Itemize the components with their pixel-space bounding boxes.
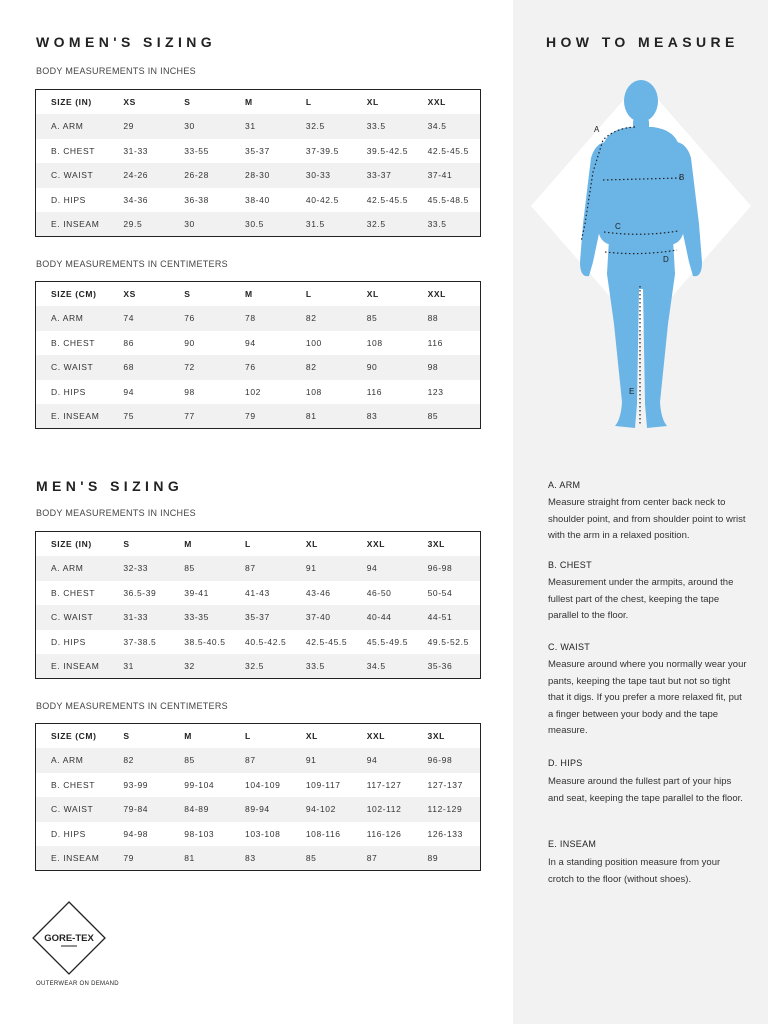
table-cell: 37-38.5 — [123, 636, 157, 647]
table-header-row — [36, 90, 481, 115]
table-row — [36, 556, 481, 581]
table-cell: 41-43 — [245, 587, 270, 598]
table-cell: 33-55 — [184, 145, 209, 156]
table-cell: 102 — [245, 386, 262, 397]
row-label: A. ARM — [36, 306, 124, 331]
table-cell: 79 — [245, 404, 306, 429]
women-cm-table — [35, 281, 481, 429]
column-header: XXL — [366, 539, 386, 549]
label-d: D — [663, 255, 669, 264]
table-cell: 49.5-52.5 — [427, 636, 469, 647]
column-header: S — [123, 539, 130, 549]
table-cell: 116 — [427, 337, 443, 348]
table-cell: 40.5-42.5 — [245, 636, 287, 647]
row-label: E. INSEAM — [36, 212, 124, 237]
table-cell: 31 — [245, 114, 306, 139]
table-cell: 96-98 — [428, 556, 481, 581]
table-cell: 29.5 — [123, 212, 184, 237]
table-cell: 108 — [366, 337, 383, 348]
men-cm-caption: BODY MEASUREMENTS IN CENTIMETERS — [36, 701, 228, 711]
column-header: XS — [123, 97, 136, 107]
column-header: XL — [305, 731, 318, 741]
table-header-row — [36, 724, 481, 749]
table-cell: 26-28 — [184, 163, 245, 188]
table-cell: 89 — [428, 846, 481, 871]
table-row — [36, 654, 481, 679]
table-cell: 83 — [367, 404, 428, 429]
table-row — [36, 605, 481, 630]
row-label: C. WAIST — [36, 163, 124, 188]
table-cell: 28-30 — [245, 163, 306, 188]
label-c: C — [615, 222, 621, 231]
table-cell: 33.5 — [306, 654, 367, 679]
table-cell: 94 — [123, 386, 135, 397]
table-cell: 82 — [306, 306, 367, 331]
table-cell: 44-51 — [428, 605, 481, 630]
table-cell: 39.5-42.5 — [366, 145, 409, 156]
table-cell: 42.5-45.5 — [427, 145, 469, 156]
column-header: XXL — [427, 289, 446, 299]
table-cell: 87 — [367, 846, 428, 871]
table-cell: 50-54 — [427, 587, 453, 598]
table-cell: 34.5 — [428, 114, 481, 139]
table-cell: 81 — [306, 404, 367, 429]
column-header: S — [184, 289, 191, 299]
logo-brand: GORE-TEX — [44, 933, 94, 944]
table-cell: 83 — [245, 846, 306, 871]
table-row — [36, 773, 481, 798]
row-label: C. WAIST — [36, 605, 124, 630]
table-row — [36, 797, 481, 822]
table-cell: 38-40 — [245, 194, 270, 205]
table-cell: 100 — [305, 337, 322, 348]
row-label: C. WAIST — [36, 797, 124, 822]
table-cell: 32 — [184, 654, 245, 679]
table-cell: 40-44 — [367, 605, 428, 630]
table-cell: 38.5-40.5 — [184, 636, 226, 647]
table-cell: 42.5-45.5 — [366, 194, 409, 205]
table-cell: 98 — [428, 355, 481, 380]
logo-caption: OUTERWEAR ON DEMAND — [36, 981, 119, 987]
table-cell: 87 — [245, 748, 306, 773]
waist-heading: C. WAIST — [548, 642, 591, 652]
body-measurement-figure — [527, 74, 755, 436]
table-cell: 32.5 — [367, 212, 428, 237]
chest-heading: B. CHEST — [548, 560, 592, 570]
table-cell: 24-26 — [123, 163, 184, 188]
table-cell: 37-41 — [428, 163, 481, 188]
table-cell: 103-108 — [245, 828, 281, 839]
table-cell: 91 — [306, 748, 367, 773]
column-header: S — [123, 731, 130, 741]
column-header: M — [184, 539, 192, 549]
men-inches-caption: BODY MEASUREMENTS IN INCHES — [36, 508, 196, 518]
table-row — [36, 306, 481, 331]
men-sizing-title: MEN'S SIZING — [36, 478, 184, 494]
table-cell: 37-40 — [306, 605, 367, 630]
table-cell: 33.5 — [367, 114, 428, 139]
women-inches-caption: BODY MEASUREMENTS IN INCHES — [36, 66, 196, 76]
table-cell: 32.5 — [245, 654, 306, 679]
column-header: M — [184, 731, 192, 741]
table-cell: 31 — [123, 654, 184, 679]
table-cell: 85 — [306, 846, 367, 871]
table-cell: 77 — [184, 404, 245, 429]
table-row — [36, 846, 481, 871]
table-row — [36, 581, 481, 606]
table-row — [36, 139, 481, 164]
row-label: D. HIPS — [51, 828, 86, 839]
table-cell: 76 — [245, 355, 306, 380]
table-cell: 85 — [184, 748, 245, 773]
column-header: M — [245, 97, 253, 107]
gore-tex-logo — [31, 900, 107, 976]
table-cell: 91 — [306, 556, 367, 581]
table-cell: 68 — [123, 355, 184, 380]
table-cell: 78 — [245, 306, 306, 331]
table-cell: 30 — [184, 114, 245, 139]
table-cell: 37-39.5 — [305, 145, 339, 156]
table-cell: 79-84 — [123, 797, 184, 822]
row-label: A. ARM — [36, 748, 124, 773]
table-row — [36, 331, 481, 356]
women-sizing-title: WOMEN'S SIZING — [36, 34, 217, 50]
arm-heading: A. ARM — [548, 480, 581, 490]
column-header: L — [305, 97, 312, 107]
column-header: XXL — [366, 731, 386, 741]
table-cell: 84-89 — [184, 797, 245, 822]
table-cell: 94 — [245, 337, 256, 348]
table-row — [36, 355, 481, 380]
table-cell: 116-126 — [366, 828, 402, 839]
table-row — [36, 163, 481, 188]
column-header: S — [184, 97, 191, 107]
table-cell: 127-137 — [427, 779, 463, 790]
row-label: A. ARM — [36, 556, 124, 581]
table-cell: 40-42.5 — [305, 194, 339, 205]
table-cell: 72 — [184, 355, 245, 380]
table-cell: 42.5-45.5 — [305, 636, 348, 647]
table-row — [36, 114, 481, 139]
row-label: E. INSEAM — [36, 654, 124, 679]
table-cell: 98-103 — [184, 828, 215, 839]
column-header: SIZE (CM) — [51, 731, 97, 741]
table-cell: 35-37 — [245, 605, 306, 630]
row-label: B. CHEST — [51, 145, 96, 156]
table-row — [36, 748, 481, 773]
table-row — [36, 188, 481, 213]
label-b: B — [679, 173, 685, 182]
table-cell: 30 — [184, 212, 245, 237]
table-cell: 112-129 — [428, 797, 481, 822]
table-cell: 36.5-39 — [123, 587, 157, 598]
table-cell: 104-109 — [245, 779, 281, 790]
table-cell: 94 — [367, 556, 428, 581]
table-row — [36, 380, 481, 405]
table-cell: 45.5-48.5 — [427, 194, 469, 205]
table-cell: 93-99 — [123, 779, 149, 790]
table-cell: 85 — [367, 306, 428, 331]
table-cell: 123 — [427, 386, 444, 397]
inseam-description: In a standing position measure from your crotch to the floor (without shoes). — [548, 857, 721, 885]
table-cell: 90 — [184, 337, 195, 348]
column-header: L — [305, 289, 312, 299]
column-header: SIZE (IN) — [51, 539, 92, 549]
row-label: D. HIPS — [51, 386, 86, 397]
row-label: B. CHEST — [51, 779, 96, 790]
table-cell: 96-98 — [428, 748, 481, 773]
table-cell: 102-112 — [367, 797, 428, 822]
table-row — [36, 630, 481, 655]
table-cell: 126-133 — [427, 828, 463, 839]
row-label: B. CHEST — [51, 337, 96, 348]
column-header: XL — [305, 539, 318, 549]
table-cell: 31-33 — [123, 145, 149, 156]
table-cell: 33-37 — [367, 163, 428, 188]
table-cell: 85 — [184, 556, 245, 581]
women-cm-caption: BODY MEASUREMENTS IN CENTIMETERS — [36, 259, 228, 269]
table-row — [36, 404, 481, 429]
row-label: E. INSEAM — [36, 846, 124, 871]
table-cell: 39-41 — [184, 587, 209, 598]
table-cell: 33.5 — [428, 212, 481, 237]
column-header: SIZE (IN) — [51, 97, 92, 107]
column-header: L — [245, 731, 251, 741]
row-label: C. WAIST — [36, 355, 124, 380]
table-header-row — [36, 282, 481, 307]
table-cell: 30.5 — [245, 212, 306, 237]
row-label: A. ARM — [36, 114, 124, 139]
table-cell: 85 — [428, 404, 481, 429]
table-cell: 98 — [184, 386, 195, 397]
waist-description: Measure around where you normally wear your pants, keeping the tape taut but not so tight that it digs. If you prefer a more relaxed fit, put a finger between your body and the tape measure. — [548, 659, 747, 736]
women-inches-table — [35, 89, 481, 237]
table-cell: 30-33 — [306, 163, 367, 188]
table-cell: 31.5 — [306, 212, 367, 237]
table-cell: 35-36 — [428, 654, 481, 679]
table-cell: 31-33 — [123, 605, 184, 630]
table-cell: 36-38 — [184, 194, 209, 205]
row-label: E. INSEAM — [36, 404, 124, 429]
table-cell: 76 — [184, 306, 245, 331]
column-header: 3XL — [427, 731, 445, 741]
table-cell: 32.5 — [306, 114, 367, 139]
table-cell: 32-33 — [123, 556, 184, 581]
table-cell: 79 — [123, 846, 184, 871]
table-cell: 43-46 — [305, 587, 331, 598]
table-cell: 81 — [184, 846, 245, 871]
table-header-row — [36, 532, 481, 557]
hips-description: Measure around the fullest part of your hips and seat, keeping the tape parallel to the floor. — [548, 776, 743, 804]
row-label: D. HIPS — [51, 636, 86, 647]
column-header: XL — [366, 97, 379, 107]
table-cell: 45.5-49.5 — [366, 636, 409, 647]
table-cell: 33-35 — [184, 605, 245, 630]
row-label: B. CHEST — [51, 587, 96, 598]
label-a: A — [594, 125, 600, 134]
table-cell: 88 — [428, 306, 481, 331]
table-cell: 108 — [305, 386, 322, 397]
table-cell: 108-116 — [305, 828, 341, 839]
table-cell: 86 — [123, 337, 135, 348]
label-e: E — [629, 387, 635, 396]
column-header: XL — [366, 289, 379, 299]
table-cell: 94-102 — [306, 797, 367, 822]
table-cell: 74 — [123, 306, 184, 331]
arm-description: Measure straight from center back neck to shoulder point, and from shoulder point to wrist with the arm in a relaxed position. — [548, 497, 746, 541]
table-row — [36, 822, 481, 847]
column-header: M — [245, 289, 253, 299]
table-cell: 82 — [123, 748, 184, 773]
table-cell: 99-104 — [184, 779, 215, 790]
chest-description: Measurement under the armpits, around the fullest part of the chest, keeping the tape parallel to the floor. — [548, 577, 734, 621]
table-cell: 87 — [245, 556, 306, 581]
row-label: D. HIPS — [51, 194, 86, 205]
men-inches-table — [35, 531, 481, 679]
table-cell: 117-127 — [366, 779, 402, 790]
column-header: SIZE (CM) — [51, 289, 97, 299]
table-cell: 94-98 — [123, 828, 149, 839]
table-cell: 34.5 — [367, 654, 428, 679]
men-cm-table — [35, 723, 481, 871]
table-row — [36, 212, 481, 237]
table-cell: 75 — [123, 404, 184, 429]
table-cell: 94 — [367, 748, 428, 773]
column-header: 3XL — [427, 539, 445, 549]
table-cell: 82 — [306, 355, 367, 380]
table-cell: 109-117 — [305, 779, 341, 790]
column-header: XXL — [427, 97, 446, 107]
table-cell: 46-50 — [366, 587, 392, 598]
how-to-measure-title: HOW TO MEASURE — [546, 34, 739, 50]
column-header: XS — [123, 289, 136, 299]
table-cell: 35-37 — [245, 145, 270, 156]
table-cell: 90 — [367, 355, 428, 380]
hips-heading: D. HIPS — [548, 758, 583, 768]
table-cell: 34-36 — [123, 194, 149, 205]
table-cell: 29 — [123, 114, 184, 139]
inseam-heading: E. INSEAM — [548, 839, 597, 849]
column-header: L — [245, 539, 251, 549]
table-cell: 89-94 — [245, 797, 306, 822]
table-cell: 116 — [366, 386, 383, 397]
